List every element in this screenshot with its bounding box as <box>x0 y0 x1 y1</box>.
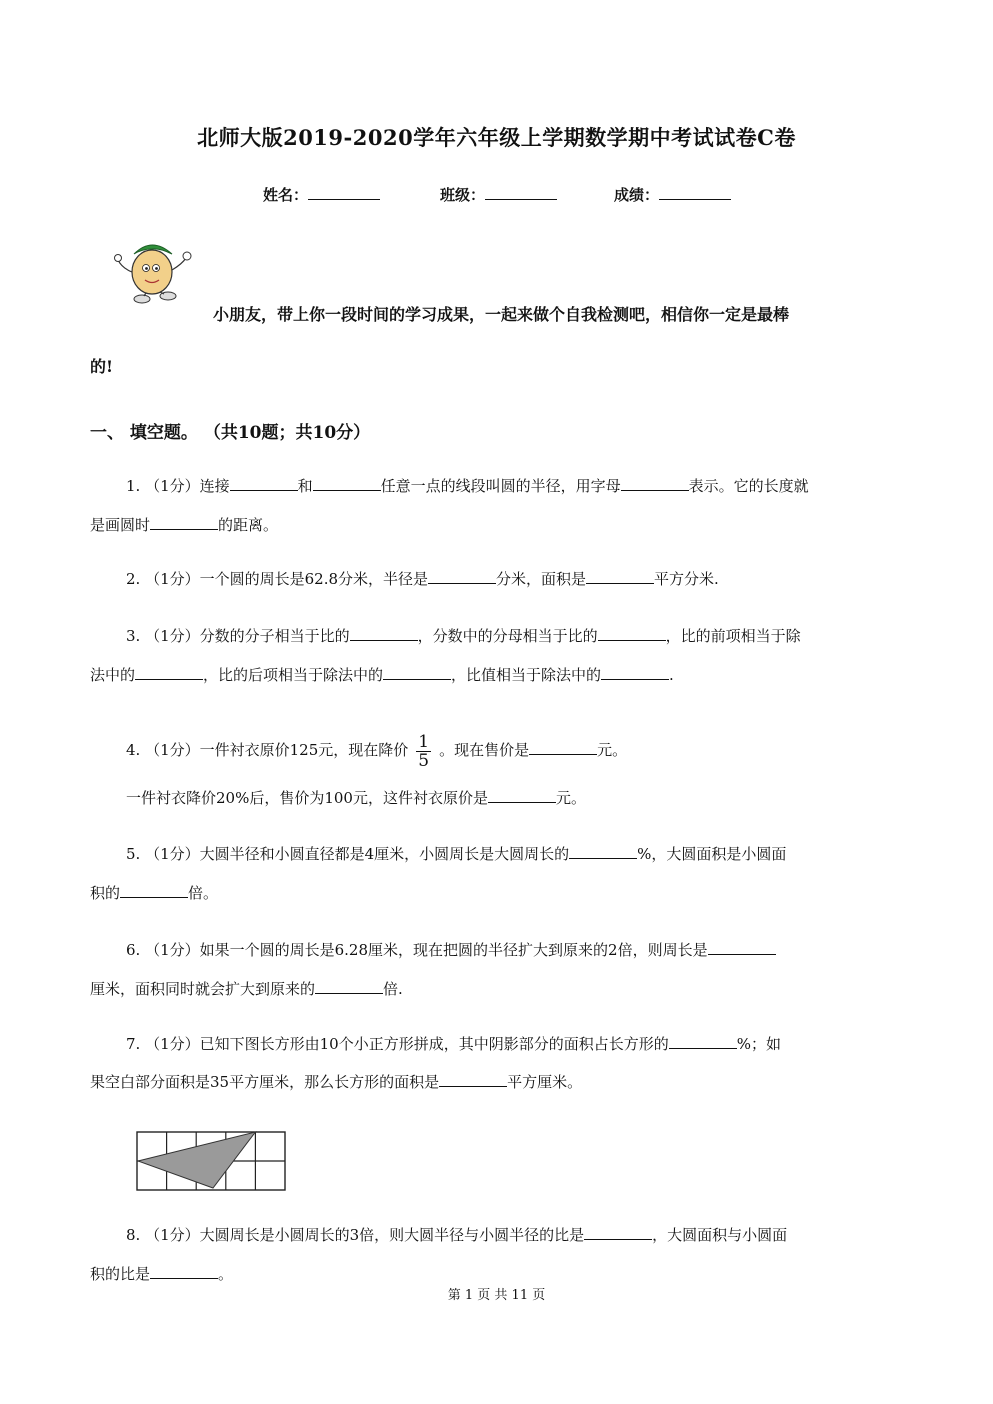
q2-text-a: 2. （1分）一个圆的周长是62.8分米，半径是 <box>126 570 429 588</box>
q4-blank-1[interactable] <box>529 740 597 755</box>
q3-text-d: 法中的 <box>90 666 136 684</box>
q3-blank-2[interactable] <box>598 626 666 641</box>
class-blank[interactable] <box>485 185 557 200</box>
name-field[interactable] <box>263 184 380 205</box>
section-heading: 一、 填空题。 （共10题；共10分） <box>90 423 371 443</box>
q4-text-b: 。现在售价是 <box>439 741 530 759</box>
q1-text-d: 表示。它的长度就 <box>688 477 809 495</box>
question-8-line-1 <box>126 1225 787 1245</box>
q4-text-c: 元。 <box>597 741 628 759</box>
question-3-line-1 <box>126 626 801 646</box>
q1-blank-2[interactable] <box>313 476 381 491</box>
q6-text-c: 倍. <box>383 980 403 998</box>
score-field[interactable] <box>614 184 731 205</box>
q2-text-b: 分米，面积是 <box>496 570 587 588</box>
q2-blank-1[interactable] <box>428 569 496 584</box>
q3-blank-3[interactable] <box>135 665 203 680</box>
question-5-line-2 <box>90 883 218 903</box>
q4-text-e: 元。 <box>555 789 586 807</box>
q5-blank-1[interactable] <box>569 844 637 859</box>
q6-text-a: 6. （1分）如果一个圆的周长是6.28厘米，现在把圆的半径扩大到原来的2倍，则周长是 <box>126 941 708 959</box>
q7-blank-2[interactable] <box>439 1072 507 1087</box>
q2-blank-2[interactable] <box>586 569 654 584</box>
score-blank[interactable] <box>659 185 731 200</box>
q1-text-e: 是画圆时 <box>90 516 151 534</box>
class-label: 班级： <box>440 186 486 204</box>
q8-text-c: 积的比是 <box>90 1265 151 1283</box>
intro-line-1: 小朋友，带上你一段时间的学习成果，一起来做个自我检测吧，相信你一定是最棒 <box>213 305 790 324</box>
q3-blank-4[interactable] <box>383 665 451 680</box>
q8-blank-2[interactable] <box>150 1264 218 1279</box>
q7-blank-1[interactable] <box>669 1034 737 1049</box>
q6-blank-1[interactable] <box>708 940 776 955</box>
q3-text-f: ，比值相当于除法中的 <box>451 666 602 684</box>
question-5-line-1 <box>126 844 786 864</box>
question-2-line-1 <box>126 569 719 589</box>
q6-blank-2[interactable] <box>315 979 383 994</box>
score-label: 成绩： <box>614 186 660 204</box>
q7-grid-figure <box>136 1131 288 1191</box>
question-8-line-2 <box>90 1264 233 1284</box>
q7-text-b: %；如 <box>736 1035 781 1053</box>
q5-blank-2[interactable] <box>120 883 188 898</box>
fraction-denominator: 5 <box>418 750 430 771</box>
fraction-numerator: 1 <box>418 731 430 752</box>
q8-text-d: 。 <box>218 1265 234 1283</box>
q5-text-b: %，大圆面积是小圆面 <box>637 845 787 863</box>
q3-text-e: ，比的后项相当于除法中的 <box>203 666 384 684</box>
q4-blank-2[interactable] <box>488 788 556 803</box>
name-label: 姓名： <box>263 186 309 204</box>
question-3-line-2 <box>90 665 674 685</box>
question-4-line-2 <box>126 788 586 808</box>
q1-blank-3[interactable] <box>621 476 689 491</box>
q4-text-d: 一件衬衣降价20%后，售价为100元，这件衬衣原价是 <box>126 789 488 807</box>
q5-text-c: 积的 <box>90 884 121 902</box>
question-1-line-1 <box>126 476 809 496</box>
question-6-line-2 <box>90 979 403 999</box>
q1-text-c: 任意一点的线段叫圆的半径，用字母 <box>380 477 621 495</box>
q8-text-b: ，大圆面积与小圆面 <box>652 1226 788 1244</box>
q1-blank-1[interactable] <box>230 476 298 491</box>
q3-blank-5[interactable] <box>601 665 669 680</box>
q5-text-d: 倍。 <box>188 884 219 902</box>
q4-text-a: 4. （1分）一件衬衣原价125元，现在降价 <box>126 741 409 759</box>
q3-blank-1[interactable] <box>350 626 418 641</box>
q1-blank-4[interactable] <box>150 515 218 530</box>
q8-blank-1[interactable] <box>584 1225 652 1240</box>
question-7-line-1 <box>126 1034 781 1054</box>
intro-line-2: 的! <box>90 357 114 376</box>
q7-text-c: 果空白部分面积是35平方厘米，那么长方形的面积是 <box>90 1073 440 1091</box>
q3-text-g: . <box>669 666 674 684</box>
fraction-one-fifth <box>416 733 431 770</box>
q3-text-b: ，分数中的分母相当于比的 <box>417 627 598 645</box>
q8-text-a: 8. （1分）大圆周长是小圆周长的3倍，则大圆半径与小圆半径的比是 <box>126 1226 585 1244</box>
q1-text-b: 和 <box>297 477 313 495</box>
q1-text-f: 的距离。 <box>218 516 279 534</box>
class-field[interactable] <box>440 184 557 205</box>
question-1-line-2 <box>90 515 278 535</box>
question-4-line-1 <box>126 731 627 770</box>
question-7-line-2 <box>90 1072 582 1092</box>
question-6-line-1 <box>126 940 776 960</box>
q7-text-a: 7. （1分）已知下图长方形由10个小正方形拼成，其中阴影部分的面积占长方形的 <box>126 1035 669 1053</box>
q1-text-a: 1. （1分）连接 <box>126 477 230 495</box>
q3-text-c: ，比的前项相当于除 <box>665 627 801 645</box>
q7-text-d: 平方厘米。 <box>507 1073 583 1091</box>
q2-text-c: 平方分米. <box>654 570 719 588</box>
q5-text-a: 5. （1分）大圆半径和小圆直径都是4厘米，小圆周长是大圆周长的 <box>126 845 570 863</box>
q6-text-b: 厘米，面积同时就会扩大到原来的 <box>90 980 316 998</box>
mascot-image <box>112 238 196 306</box>
name-blank[interactable] <box>308 185 380 200</box>
page-title: 北师大版2019-2020学年六年级上学期数学期中考试试卷C卷 <box>197 125 796 150</box>
q3-text-a: 3. （1分）分数的分子相当于比的 <box>126 627 350 645</box>
page-footer: 第 1 页 共 11 页 <box>447 1288 546 1303</box>
